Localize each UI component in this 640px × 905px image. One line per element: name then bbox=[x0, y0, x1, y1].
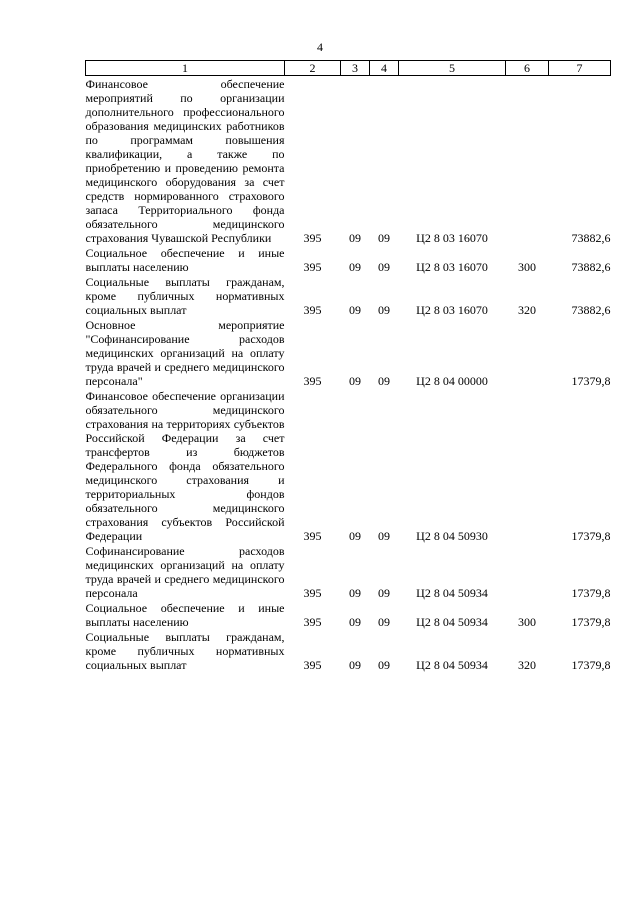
row-expense-type: 320 bbox=[518, 658, 536, 672]
row-amount: 17379,8 bbox=[571, 586, 611, 600]
row-description: Социальное обеспечение и иные выплаты населению bbox=[85, 601, 285, 629]
row-target-code: Ц2 8 04 50934 bbox=[416, 615, 488, 629]
row-subsection-code: 09 bbox=[378, 658, 390, 672]
row-ministry-code: 395 bbox=[303, 658, 322, 672]
row-subsection-code: 09 bbox=[378, 303, 390, 317]
row-expense-type bbox=[506, 76, 549, 246]
row-target-code: Ц2 8 04 50934 bbox=[416, 658, 488, 672]
table-row bbox=[86, 388, 611, 543]
table-row bbox=[86, 600, 611, 629]
row-description: Социальное обеспечение и иные выплаты населению bbox=[85, 246, 285, 274]
row-ministry-code: 395 bbox=[303, 260, 322, 274]
row-description: Финансовое обеспечение мероприятий по организации дополнительного профессионального образования медицинских работников по программам повышения квалификации, а также по приобретению и проведению ремонта медицинского оборудования за счет средств нормированного страхового запаса Территориального фонда обязательного медицинского страхования Чувашской Республики bbox=[85, 77, 285, 245]
row-ministry-code: 395 bbox=[303, 231, 322, 245]
row-ministry-code: 395 bbox=[303, 615, 322, 629]
row-amount: 17379,8 bbox=[571, 615, 611, 629]
column-header: 7 bbox=[549, 61, 611, 76]
row-section-code: 09 bbox=[349, 615, 361, 629]
row-target-code: Ц2 8 03 16070 bbox=[416, 260, 488, 274]
row-expense-type: 300 bbox=[518, 615, 536, 629]
row-section-code: 09 bbox=[349, 658, 361, 672]
row-amount: 17379,8 bbox=[571, 529, 611, 543]
table-row bbox=[86, 274, 611, 317]
row-subsection-code: 09 bbox=[378, 260, 390, 274]
table-row bbox=[86, 76, 611, 246]
column-header: 4 bbox=[370, 61, 399, 76]
row-subsection-code: 09 bbox=[378, 374, 390, 388]
row-amount: 17379,8 bbox=[571, 374, 611, 388]
row-subsection-code: 09 bbox=[378, 615, 390, 629]
row-expense-type bbox=[506, 388, 549, 543]
row-subsection-code: 09 bbox=[378, 529, 390, 543]
row-target-code: Ц2 8 04 00000 bbox=[416, 374, 488, 388]
row-amount: 73882,6 bbox=[571, 303, 611, 317]
row-description: Финансовое обеспечение организации обязательного медицинского страхования на территориях субъектов Российской Федерации за счет трансфертов из бюджетов Федерального фонда обязательного медицинского страхования и территориальных фондов обязательного медицинского страхования субъектов Российской Федерации bbox=[85, 389, 285, 543]
row-section-code: 09 bbox=[349, 260, 361, 274]
row-ministry-code: 395 bbox=[303, 586, 322, 600]
row-target-code: Ц2 8 04 50934 bbox=[416, 586, 488, 600]
row-ministry-code: 395 bbox=[303, 374, 322, 388]
budget-table bbox=[85, 60, 611, 672]
row-description: Социальные выплаты гражданам, кроме публичных нормативных социальных выплат bbox=[85, 630, 285, 672]
table-header-row bbox=[86, 61, 611, 76]
row-section-code: 09 bbox=[349, 586, 361, 600]
row-section-code: 09 bbox=[349, 303, 361, 317]
column-header: 3 bbox=[341, 61, 370, 76]
column-header: 5 bbox=[399, 61, 506, 76]
row-ministry-code: 395 bbox=[303, 303, 322, 317]
row-expense-type: 320 bbox=[518, 303, 536, 317]
row-amount: 17379,8 bbox=[571, 658, 611, 672]
table-row bbox=[86, 317, 611, 388]
row-amount: 73882,6 bbox=[571, 260, 611, 274]
row-subsection-code: 09 bbox=[378, 231, 390, 245]
row-expense-type: 300 bbox=[518, 260, 536, 274]
row-target-code: Ц2 8 04 50930 bbox=[416, 529, 488, 543]
row-subsection-code: 09 bbox=[378, 586, 390, 600]
row-description: Социальные выплаты гражданам, кроме публичных нормативных социальных выплат bbox=[85, 275, 285, 317]
row-ministry-code: 395 bbox=[303, 529, 322, 543]
page-number: 4 bbox=[317, 40, 323, 54]
row-section-code: 09 bbox=[349, 374, 361, 388]
row-description: Основное мероприятие "Софинансирование расходов медицинских организаций на оплату труда врачей и среднего медицинского персонала" bbox=[85, 318, 285, 388]
row-amount: 73882,6 bbox=[571, 231, 611, 245]
table-row bbox=[86, 629, 611, 672]
row-expense-type bbox=[506, 543, 549, 600]
row-target-code: Ц2 8 03 16070 bbox=[416, 231, 488, 245]
column-header: 2 bbox=[285, 61, 341, 76]
table-row bbox=[86, 543, 611, 600]
row-expense-type bbox=[506, 317, 549, 388]
row-target-code: Ц2 8 03 16070 bbox=[416, 303, 488, 317]
row-section-code: 09 bbox=[349, 231, 361, 245]
column-header: 6 bbox=[506, 61, 549, 76]
row-description: Софинансирование расходов медицинских организаций на оплату труда врачей и среднего медицинского персонала bbox=[85, 544, 285, 600]
row-section-code: 09 bbox=[349, 529, 361, 543]
table-row bbox=[86, 245, 611, 274]
column-header: 1 bbox=[86, 61, 285, 76]
